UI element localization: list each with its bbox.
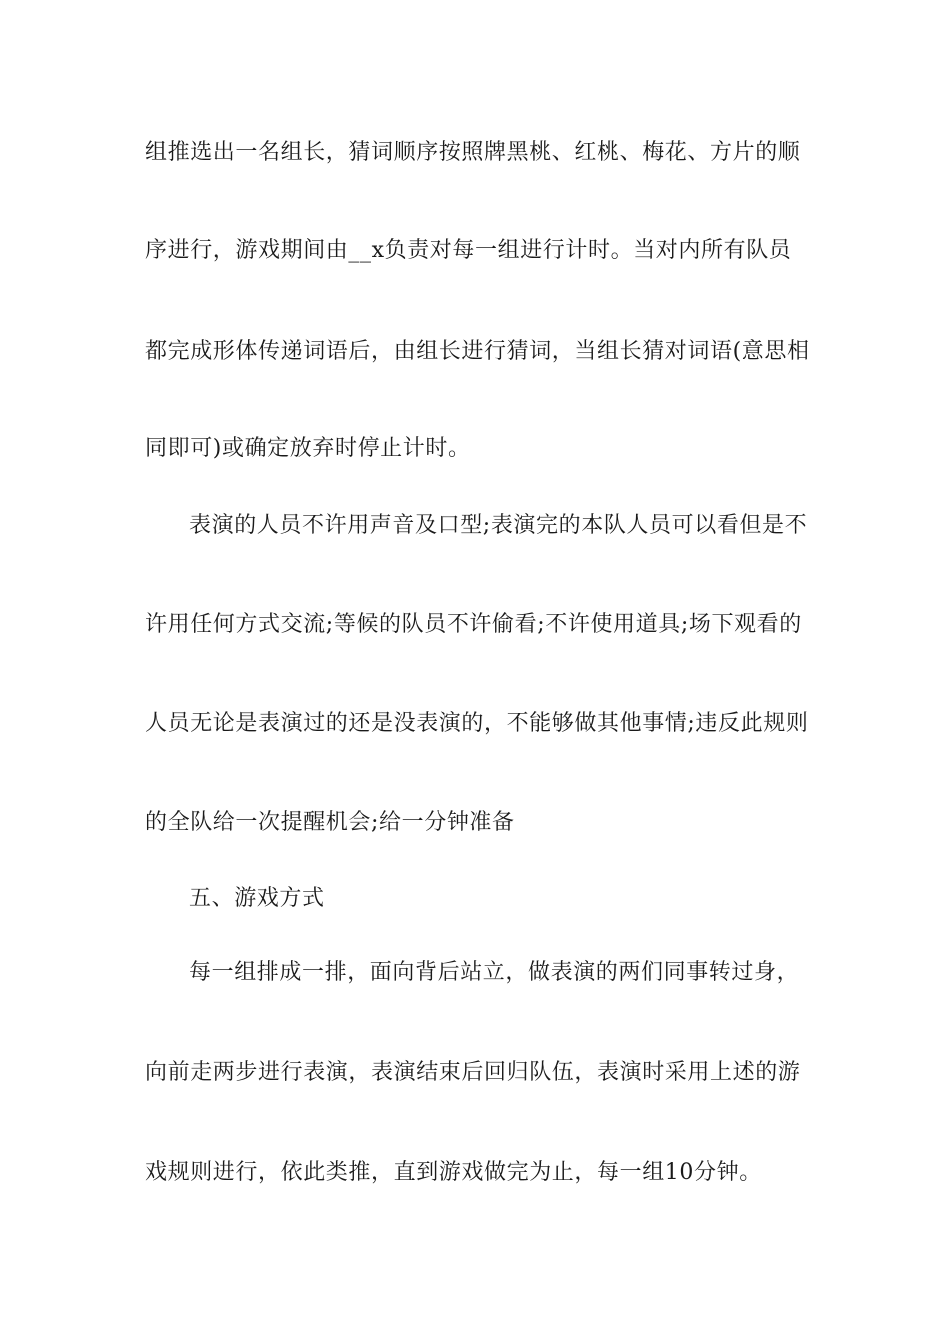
paragraph-1-line-2: 序进行，游戏期间由__x负责对每一组进行计时。当对内所有队员: [145, 238, 792, 263]
paragraph-1-line-3: 都完成形体传递词语后，由组长进行猜词，当组长猜对词语(意思相: [145, 339, 810, 364]
paragraph-2-line-1: 表演的人员不许用声音及口型;表演完的本队人员可以看但是不: [189, 513, 808, 538]
section-heading: 五、游戏方式: [189, 886, 325, 911]
paragraph-3-line-2: 向前走两步进行表演，表演结束后回归队伍，表演时采用上述的游: [145, 1060, 801, 1085]
paragraph-3-line-3: 戏规则进行，依此类推，直到游戏做完为止，每一组10分钟。: [145, 1160, 762, 1185]
paragraph-2-line-4: 的全队给一次提醒机会;给一分钟准备: [145, 810, 515, 835]
paragraph-3-line-1: 每一组排成一排，面向背后站立，做表演的两们同事转过身，: [189, 960, 800, 985]
paragraph-2-line-2: 许用任何方式交流;等候的队员不许偷看;不许使用道具;场下观看的: [145, 612, 802, 637]
paragraph-1-line-4: 同即可)或确定放弃时停止计时。: [145, 436, 471, 461]
paragraph-2-line-3: 人员无论是表演过的还是没表演的，不能够做其他事情;违反此规则: [145, 711, 809, 736]
paragraph-1-line-1: 组推选出一名组长，猜词顺序按照牌黑桃、红桃、梅花、方片的顺: [145, 140, 801, 165]
